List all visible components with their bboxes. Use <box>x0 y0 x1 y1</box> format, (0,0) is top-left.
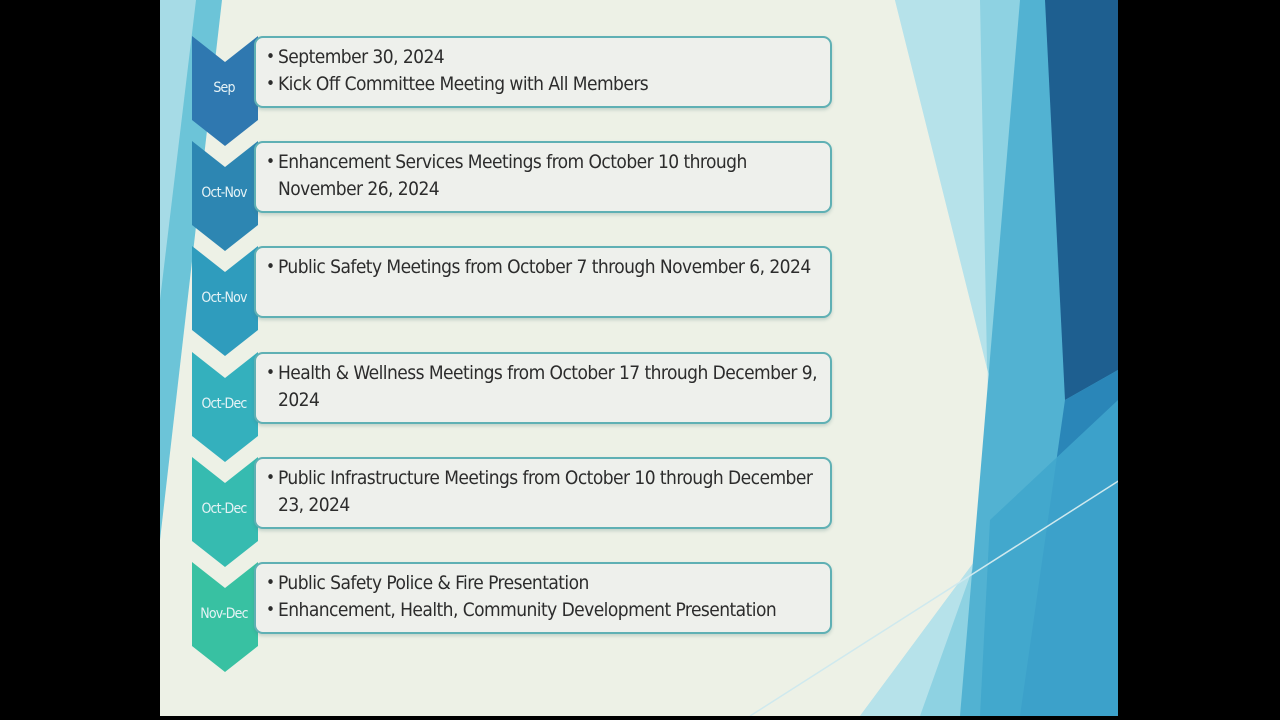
bullet-dot-icon: • <box>266 363 275 383</box>
timeline-entry-box <box>254 246 832 318</box>
bullet-text: Public Safety Police & Fire Presentation <box>278 572 589 594</box>
bullet-text: September 30, 2024 <box>278 46 445 68</box>
timeline-entry-box <box>254 141 832 213</box>
chevron-arrow-icon <box>192 457 258 577</box>
timeline-row <box>192 36 836 156</box>
bullet-text: Public Safety Meetings from October 7 through November 6, 2024 <box>278 256 811 278</box>
period-label: Sep <box>213 80 235 96</box>
bullet-item <box>264 570 822 597</box>
bullet-text: Health & Wellness Meetings from October 17 through December 9, 2024 <box>278 362 817 411</box>
timeline-entry-box <box>254 562 832 634</box>
bullet-dot-icon: • <box>266 74 275 94</box>
chevron-arrow-icon <box>192 352 258 472</box>
timeline-row <box>192 562 836 682</box>
bullet-item <box>264 149 822 203</box>
bullet-text: Public Infrastructure Meetings from October 10 through December 23, 2024 <box>278 467 813 516</box>
bullet-text: Enhancement Services Meetings from October 10 through November 26, 2024 <box>278 151 747 200</box>
bullet-dot-icon: • <box>266 573 275 593</box>
period-label: Oct-Nov <box>201 185 247 201</box>
timeline-row <box>192 246 836 366</box>
bullet-dot-icon: • <box>266 152 275 172</box>
chevron-arrow-icon <box>192 562 258 682</box>
timeline-row <box>192 141 836 261</box>
period-label: Oct-Nov <box>201 290 247 306</box>
period-label: Oct-Dec <box>201 396 247 412</box>
timeline-entry-box <box>254 457 832 529</box>
bullet-item <box>264 360 822 414</box>
slide <box>160 0 1118 716</box>
bullet-item <box>264 71 822 98</box>
bullet-item <box>264 597 822 624</box>
bullet-text: Kick Off Committee Meeting with All Members <box>278 73 649 95</box>
bullet-item <box>264 44 822 71</box>
timeline-row <box>192 457 836 577</box>
period-label: Nov-Dec <box>200 606 248 622</box>
timeline-entry-box <box>254 352 832 424</box>
bullet-dot-icon: • <box>266 257 275 277</box>
bullet-dot-icon: • <box>266 468 275 488</box>
chevron-arrow-icon <box>192 141 258 261</box>
bullet-dot-icon: • <box>266 600 275 620</box>
bullet-text: Enhancement, Health, Community Development Presentation <box>278 599 777 621</box>
bullet-dot-icon: • <box>266 47 275 67</box>
chevron-arrow-icon <box>192 36 258 156</box>
timeline-row <box>192 352 836 472</box>
bullet-item <box>264 254 822 281</box>
timeline-entry-box <box>254 36 832 108</box>
chevron-arrow-icon <box>192 246 258 366</box>
period-label: Oct-Dec <box>201 501 247 517</box>
bullet-item <box>264 465 822 519</box>
